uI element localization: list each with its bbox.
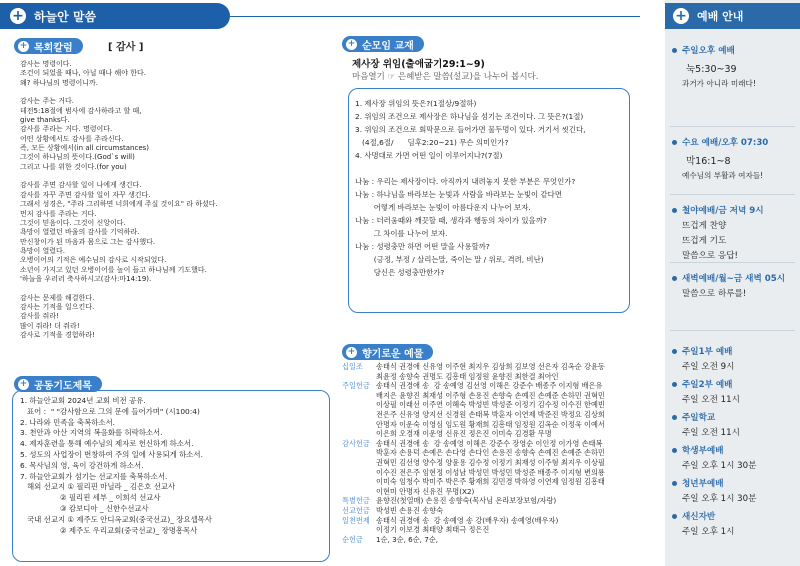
service-item bbox=[672, 272, 785, 299]
column-label: 목회칼럼 bbox=[34, 42, 73, 54]
service-detail: 과거가 아니라 미래다! bbox=[682, 79, 756, 88]
sidebar-divider bbox=[670, 126, 795, 127]
offering-row bbox=[342, 506, 605, 516]
service-detail: 주일 오전 9시 bbox=[682, 362, 735, 372]
service-detail: 주일 오후 1시 30분 bbox=[682, 494, 757, 504]
offering-row-names: 송태식 권경애 송 강 송예영 송 강(배우자) 송예영(배우자) 이정기 이보경 최태양 최태극 정은진 bbox=[376, 515, 559, 535]
offering-row-names: 박성빈 손용진 송향숙 bbox=[376, 505, 444, 515]
sunmoim-pill bbox=[342, 36, 424, 52]
plus-icon: + bbox=[19, 378, 28, 389]
service-title: 새신자반 bbox=[672, 510, 734, 522]
offering-row bbox=[342, 535, 605, 545]
prayer-label: 공동기도제목 bbox=[34, 380, 92, 392]
service-item bbox=[672, 411, 740, 438]
plus-icon: + bbox=[347, 346, 356, 357]
prayer-list: 1. 하늘안교회 2024년 교회 비전 공유. 표어 : " "감사함으로 그의 문에 들어가며" (시100:4) 2. 나라와 민족을 축복하소서. 3. 천안과 아산 지역의 복음화를 허락하소서. 4. 제자훈련을 통해 예수님의 제자로 헌신하게 하소서. 5. 성도의 사업장이 번창하여 주의 일에 사용되게 하소서. 6. 목사님의 영, 육이 강건하게 하소서. 7. 하늘안교회가 섬기는 선교지를 축복하소서. 해외 선교지 ① 필리핀 마닐라 _ 김은호 선교사 ② 필리핀 세부 _ 이희석 선교사 ③ 캄보디아 _ 신한수선교사 국내 선교지 ① 제주도 안디옥교회(중국선교)_ 장요셉목사 ② 제주도 우리교회(중국선교)_ 장명흥목사 bbox=[20, 396, 212, 535]
page-title: 하늘안 말씀 bbox=[34, 9, 97, 24]
offering-row-names: 윤향진(첫열매) 손용진 송향숙(목사님 온라보장보험/자랑) bbox=[376, 496, 557, 506]
column-pill bbox=[14, 38, 83, 54]
sunmoim-heading: 제사장 위임(출애굽기29:1~9) bbox=[352, 59, 485, 70]
column-body: 감사는 명령이다. 조건이 되었을 때나, 아닐 때나 해야 한다. 왜? 하나님의 명령이니까. 감사는 주는 거다. 데전5:18절에 범사에 감사하라고 할 때, give thanks다. 감사를 주라는 거다. 명령이다. 어떤 상황에서도 감사를 주라신다. 즉, 모든 상황에서(in all circumstances) 그것이 하나님의 뜻이다.(God`s will) 그리고 나를 위한 것이다.(for you) 감사를 주면 감사할 일이 나에게 생긴다. 감사를 자꾸 주면 감사할 일이 자꾸 생긴다. 그래서 성경은, "주라 그리하면 너희에게 주실 것이요" 라 하셨다. 먼저 감사를 주라는 거다. 그것이 믿음이다. 그것이 신앙이다. 욕망이 열렸던 바울의 감사를 기억하라. 만신창이가 된 마음과 몸으로 그는 감사했다. 욕망이 열렸다. 오병이어의 기적은 예수님의 감사로 시작되었다. 소년이 가지고 있던 오병이어를 높이 들고 하나님께 기도했다. '하늘을 우러러 축사하시고(감사:마14:19). 감사는 문제를 해결한다. 감사는 기적을 일으킨다. 감사를 줘라! 많이 줘라! 더 줘라! 감사로 기적을 경험하라! bbox=[20, 60, 218, 339]
bullet-icon bbox=[672, 448, 677, 453]
service-detail: 주일 오후 1시 bbox=[682, 527, 735, 537]
offering-row-label: 특별헌금 bbox=[342, 496, 370, 506]
service-detail: 말씀으로 하루를! bbox=[682, 289, 747, 299]
bullet-icon bbox=[672, 481, 677, 486]
sidebar-divider bbox=[670, 330, 795, 331]
plus-icon: + bbox=[10, 8, 26, 24]
sidebar-header bbox=[665, 3, 800, 29]
bullet-icon bbox=[672, 382, 677, 387]
service-title: 주일2부 예배 bbox=[672, 378, 740, 390]
service-item bbox=[672, 510, 734, 537]
sunmoim-sub: 마음열기 ☞ 은혜받은 말씀(설교)을 나누어 봅시다. bbox=[352, 72, 539, 82]
plus-icon: + bbox=[347, 38, 356, 49]
service-detail: 주일 오전 11시 bbox=[682, 395, 740, 405]
service-item bbox=[672, 378, 740, 405]
service-item bbox=[672, 204, 764, 261]
offering-row bbox=[342, 516, 605, 535]
sidebar-title: 예배 안내 bbox=[697, 10, 744, 23]
service-title: 청년부예배 bbox=[672, 477, 756, 489]
offering-row-label: 일천번제 bbox=[342, 515, 370, 525]
offering-row-label: 선교헌금 bbox=[342, 505, 370, 515]
offering-row-names: 송태식 권경애 송 강 송예영 김선영 이해은 강준수 배종주 이지형 배은유 배지은 윤향진 최재성 이주형 손용진 손향숙 손예진 손예준 손하민 권혁민 이상필 이래선 이주연 이혜숙 박성빈 박성준 이정기 김수정 이수진 한예빈 전은주 신유영 양지선 신경원 손태복 박훈자 이연제 박준진 박정요 김상희 안명자 이운숙 이영심 임도원 황재희 김흥태 임정원 김옥순 이정욱 이예서 이은희 오경재 이운영 신유진 정은진 이미숙 김경환 무명 bbox=[376, 381, 605, 439]
service-detail: 말씀으로 응답! bbox=[682, 251, 738, 261]
service-title: 학생부예배 bbox=[672, 444, 756, 456]
bullet-icon bbox=[672, 208, 677, 213]
service-detail: 뜨겁게 찬양 bbox=[682, 221, 727, 231]
offering-row-names: 1순, 3순, 6순, 7순, bbox=[376, 534, 439, 544]
service-title: 주일1부 예배 bbox=[672, 345, 734, 357]
bullet-icon bbox=[672, 514, 677, 519]
service-detail: 주일 오전 11시 bbox=[682, 428, 740, 438]
bullet-icon bbox=[672, 349, 677, 354]
service-detail: 뜨겁게 기도 bbox=[682, 236, 727, 246]
offering-pill bbox=[342, 344, 433, 360]
service-title: 철야예배/금 저녁 9시 bbox=[672, 204, 764, 216]
offering-row-names: 송태식 권경애 송 강 송예영 이해은 강준수 장영순 이인정 이가영 손태복 박훈자 손용덕 손예은 손다영 손다인 손용진 송향숙 손예진 손예준 손하민 권혁민 김선영 양수정 양윤용 김수정 이정기 최재성 이주형 최지우 이상필 이수진 전은주 임현정 이성남 박성민 박성민 박성준 배종주 이지형 변의룡 이미숙 임청수 박미주 박은주 황재희 김민경 박하영 이연제 임정원 김흥태 이현미 안명자 신유진 무명(X2) bbox=[376, 438, 605, 496]
column-title: [ 감사 ] bbox=[108, 42, 144, 53]
plus-icon: + bbox=[19, 40, 28, 51]
question-list: 1. 제사장 위임의 뜻은?(1절상/9절하) 2. 위임의 조건으로 제사장은 하나님을 섬기는 조건이다. 그 뜻은?(1절) 3. 위임의 조건으로 회막문으로 들어가면 물두멍이 있다. 거기서 씻긴다, (4절,6절/ 딤후2:20~21) 무슨 의미인가? 4. 사명대로 가면 어떤 일이 이루어지나?(7절) 나눔 : 우리는 제사장이다. 아직까지 내려놓지 못한 부분은 무엇인가? 나눔 : 하나님을 바라보는 눈빛과 사람을 바라보는 눈빛이 같다면 어떻게 바라보는 눈빛이 아름다운지 나누어 보자. 나눔 : 더러움때와 깨끗할 때, 생각과 행동의 차이가 있을까? 그 차이를 나누어 보자. 나눔 : 성령충만 하면 어떤 말을 사용할까? (긍정, 부정 / 살리는말, 죽이는 말 / 위로, 격려, 비난) 당신은 성령충만한가? bbox=[355, 99, 586, 277]
offering-row bbox=[342, 439, 605, 497]
sidebar-divider bbox=[670, 194, 795, 195]
service-detail: 막16:1~8 bbox=[686, 156, 731, 167]
service-item bbox=[672, 444, 756, 471]
service-item bbox=[672, 345, 734, 372]
offering-row-label: 십일조 bbox=[342, 362, 363, 371]
bullet-icon bbox=[672, 276, 677, 281]
offering-row-label: 감사헌금 bbox=[342, 438, 370, 448]
service-title: 주일오후 예배 bbox=[672, 44, 756, 56]
service-title: 수요 예배/오후 07:30 bbox=[672, 136, 768, 148]
offering-row-label: 순헌금 bbox=[342, 534, 363, 544]
offering-row bbox=[342, 496, 605, 506]
service-detail: 주일 오후 1시 30분 bbox=[682, 461, 757, 471]
service-item bbox=[672, 44, 756, 89]
offering-row bbox=[342, 381, 605, 439]
sunmoim-label: 순모임 교재 bbox=[362, 40, 414, 52]
service-title: 새벽예배/월~금 새벽 05시 bbox=[672, 272, 785, 284]
header-divider bbox=[230, 16, 640, 17]
offering-table bbox=[342, 362, 605, 544]
offering-row-label: 주일헌금 bbox=[342, 381, 370, 391]
offering-row bbox=[342, 362, 605, 381]
plus-icon: + bbox=[673, 8, 689, 24]
offering-label: 향기로운 예물 bbox=[362, 348, 424, 360]
service-item bbox=[672, 136, 768, 181]
offering-row-names: 송태식 권경애 신유영 이주현 최지우 김상희 김보영 선은자 김옥순 강윤동 최윤정 송향숙 권명도 김흥태 임정원 윤향진 최한결 최아인 bbox=[376, 362, 605, 381]
page-header bbox=[0, 3, 230, 29]
bullet-icon bbox=[672, 140, 677, 145]
service-title: 주일학교 bbox=[672, 411, 740, 423]
service-detail: 예수님의 부활과 여자들! bbox=[682, 171, 764, 180]
sidebar-divider bbox=[670, 262, 795, 263]
service-item bbox=[672, 477, 756, 504]
bullet-icon bbox=[672, 48, 677, 53]
service-detail: 눅5:30~39 bbox=[686, 64, 737, 75]
bullet-icon bbox=[672, 415, 677, 420]
